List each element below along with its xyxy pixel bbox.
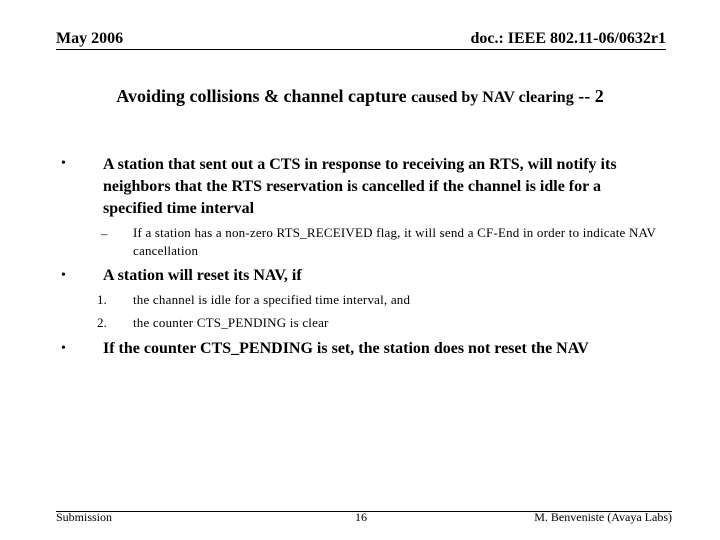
numbered-item-1-text: the channel is idle for a specified time interval, and: [133, 292, 411, 307]
title-small: caused by NAV clearing: [411, 89, 574, 106]
footer-submission: Submission: [56, 510, 113, 524]
title-suffix: -- 2: [578, 86, 604, 106]
numbered-item-2-text: the counter CTS_PENDING is clear: [133, 315, 329, 330]
slide-title: [0, 86, 720, 107]
bullet-1-text: A station that sent out a CTS in response to receiving an RTS, will notify its neighbors that the RTS reservation is cancelled if the channel is idle for a specified time interval: [103, 156, 617, 217]
bullet-3-text: If the counter CTS_PENDING is set, the station does not reset the NAV: [103, 340, 589, 357]
bullet-3-marker: •: [61, 341, 66, 356]
header-divider: [56, 49, 666, 50]
footer-page-number: 16: [355, 510, 367, 524]
numbered-item-2-marker: 2.: [97, 315, 107, 330]
header-date: May 2006: [56, 30, 124, 47]
numbered-item-1-marker: 1.: [97, 292, 107, 307]
bullet-2-text: A station will reset its NAV, if: [103, 267, 302, 284]
sub-bullet-1-text: If a station has a non-zero RTS_RECEIVED flag, it will send a CF-End in order to indicate NAV cancellation: [133, 225, 656, 258]
title-main: Avoiding collisions & channel capture: [116, 86, 407, 106]
bullet-1-marker: •: [61, 156, 66, 171]
header-doc-id: doc.: IEEE 802.11-06/0632r1: [470, 30, 666, 47]
footer-author: M. Benveniste (Avaya Labs): [534, 510, 672, 524]
sub-bullet-1-marker: –: [101, 226, 108, 241]
bullet-2-marker: •: [61, 268, 66, 283]
